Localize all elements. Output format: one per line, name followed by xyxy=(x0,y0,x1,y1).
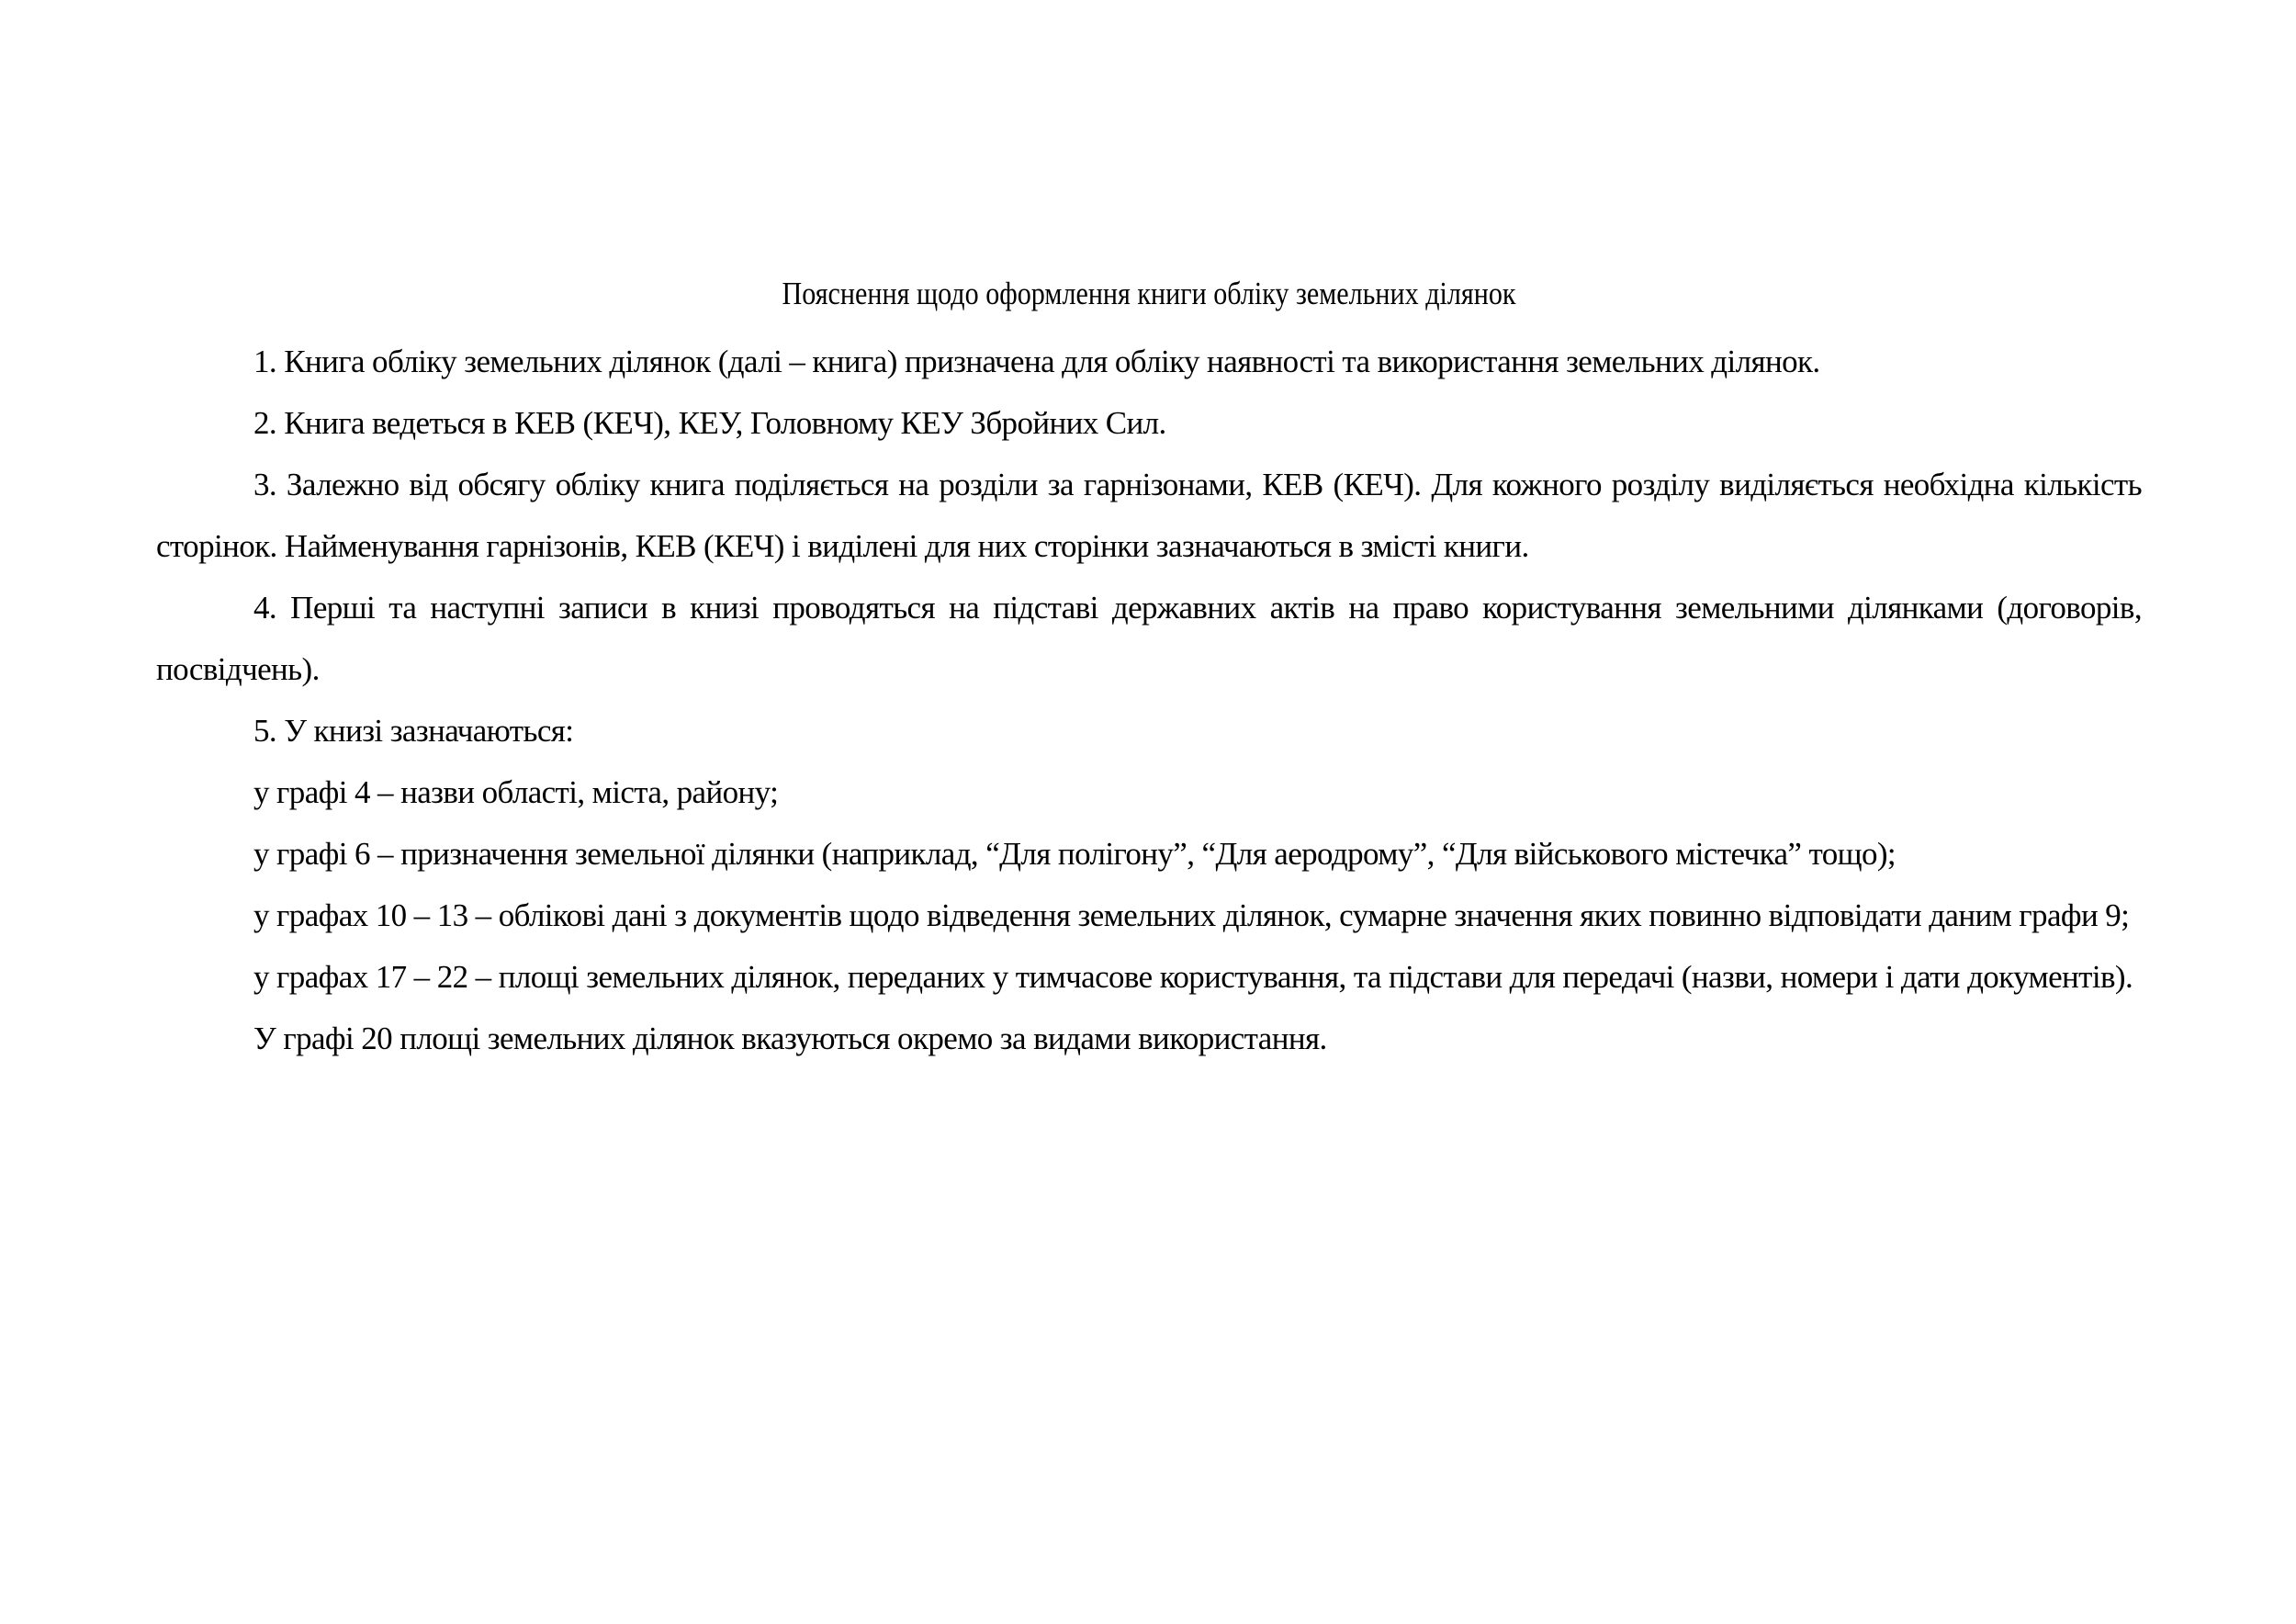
paragraph-4: 4. Перші та наступні записи в книзі проводяться на підставі державних актів на право користування земельними ділянками (договорів, посвідчень). xyxy=(156,590,2142,687)
list-item-columns-10-13: у графах 10 – 13 – облікові дані з документів щодо відведення земельних ділянок, сумарне значення яких повинно відповідати даним графи 9; xyxy=(253,897,2130,933)
list-item-column-6: у графі 6 – призначення земельної ділянки (наприклад, “Для полігону”, “Для аеродрому”, “Для військового містечка” тощо); xyxy=(253,836,1896,872)
list-item-column-4: у графі 4 – назви області, міста, району; xyxy=(253,774,779,810)
document-title: Пояснення щодо оформлення книги обліку земельних ділянок xyxy=(782,276,1516,311)
document-page xyxy=(156,265,2142,1069)
paragraph-column-20: У графі 20 площі земельних ділянок вказуються окремо за видами використання. xyxy=(253,1021,1327,1056)
paragraph-3: 3. Залежно від обсягу обліку книга поділяється на розділи за гарнізонами, КЕВ (КЕЧ). Для кожного розділу виділяється необхідна кількість сторінок. Найменування гарнізонів, КЕВ (КЕЧ) і виділені для них сторінки зазначаються в змісті книги. xyxy=(156,467,2142,564)
list-item-columns-17-22: у графах 17 – 22 – площі земельних ділянок, переданих у тимчасове користування, та підстави для передачі (назви, номери і дати документів). xyxy=(253,959,2133,995)
paragraph-1: 1. Книга обліку земельних ділянок (далі – книга) призначена для обліку наявності та використання земельних ділянок. xyxy=(253,344,1820,379)
paragraph-2: 2. Книга ведеться в КЕВ (КЕЧ), КЕУ, Головному КЕУ Збройних Сил. xyxy=(253,405,1166,441)
paragraph-5: 5. У книзі зазначаються: xyxy=(253,713,574,749)
